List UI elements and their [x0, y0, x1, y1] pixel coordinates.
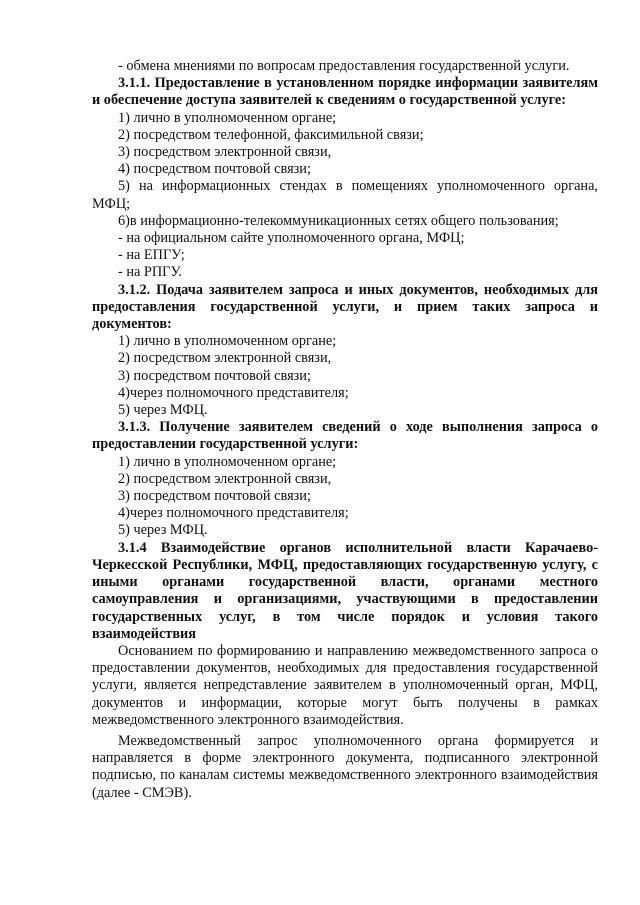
- list-item: 3) посредством почтовой связи;: [118, 367, 311, 384]
- list-item: 5) на информационных стендах в помещениях уполномоченного органа, МФЦ;: [92, 178, 598, 212]
- list-item: 4)через полномочного представителя;: [118, 505, 349, 522]
- section-3-1-4-heading: 3.1.4 Взаимодействие органов исполнительной власти Карачаево-Черкесской Республики, МФЦ, предоставляющих государственную услугу, с иными органами государственной власти, органами местного самоуправления и организациями, участвующими в предоставлении государственных услуг, в том числе порядок и условия такого взаимодействия: [92, 539, 598, 642]
- section-3-1-3-list: [92, 454, 598, 540]
- intro-exchange-paragraph: - обмена мнениями по вопросам предоставления государственной услуги.: [118, 58, 570, 74]
- section-3-1-1-list: [92, 110, 598, 282]
- list-item: - на РПГУ.: [118, 264, 182, 281]
- section-3-1-4-paragraph-1: Основанием по формированию и направлению межведомственного запроса о предоставлении документов, необходимых для предоставления государственной услуги, является непредставление заявителем в уполномоченный орган, МФЦ, документов и информации, которые могут быть получены в рамках межведомственного электронного взаимодействия.: [92, 642, 598, 728]
- list-item: 3) посредством почтовой связи;: [118, 488, 311, 505]
- list-item: 3) посредством электронной связи,: [118, 144, 332, 161]
- list-item: 4) посредством почтовой связи;: [118, 161, 311, 178]
- section-3-1-4-paragraph-2: Межведомственный запрос уполномоченного органа формируется и направляется в форме электронного документа, подписанного электронной подписью, по каналам системы межведомственного электронного взаимодействия (далее - СМЭВ).: [92, 732, 598, 801]
- list-item: 5) через МФЦ.: [118, 522, 208, 539]
- list-item: - на ЕПГУ;: [118, 247, 185, 264]
- section-3-1-2-heading: 3.1.2. Подача заявителем запроса и иных документов, необходимых для предоставления государственной услуги, и прием таких запроса и документов:: [92, 281, 598, 333]
- list-item: 2) посредством электронной связи,: [118, 350, 332, 367]
- list-item: 4)через полномочного представителя;: [118, 384, 349, 401]
- section-3-1-3-heading: 3.1.3. Получение заявителем сведений о ходе выполнения запроса о предоставлении государственной услуги:: [92, 419, 598, 453]
- list-item: 6)в информационно-телекоммуникационных сетях общего пользования;: [118, 212, 559, 229]
- list-item: - на официальном сайте уполномоченного органа, МФЦ;: [118, 230, 465, 247]
- list-item: 1) лично в уполномоченном органе;: [118, 333, 337, 350]
- list-item: 2) посредством электронной связи,: [118, 470, 332, 487]
- document-page: [92, 58, 598, 802]
- list-item: 5) через МФЦ.: [118, 402, 208, 419]
- list-item: 1) лично в уполномоченном органе;: [118, 453, 337, 470]
- list-item: 1) лично в уполномоченном органе;: [118, 109, 337, 126]
- section-3-1-2-list: [92, 333, 598, 419]
- list-item: 2) посредством телефонной, факсимильной связи;: [118, 126, 424, 143]
- section-3-1-1-heading: 3.1.1. Предоставление в установленном порядке информации заявителям и обеспечение доступа заявителей к сведениям о государственной услуге:: [92, 75, 598, 109]
